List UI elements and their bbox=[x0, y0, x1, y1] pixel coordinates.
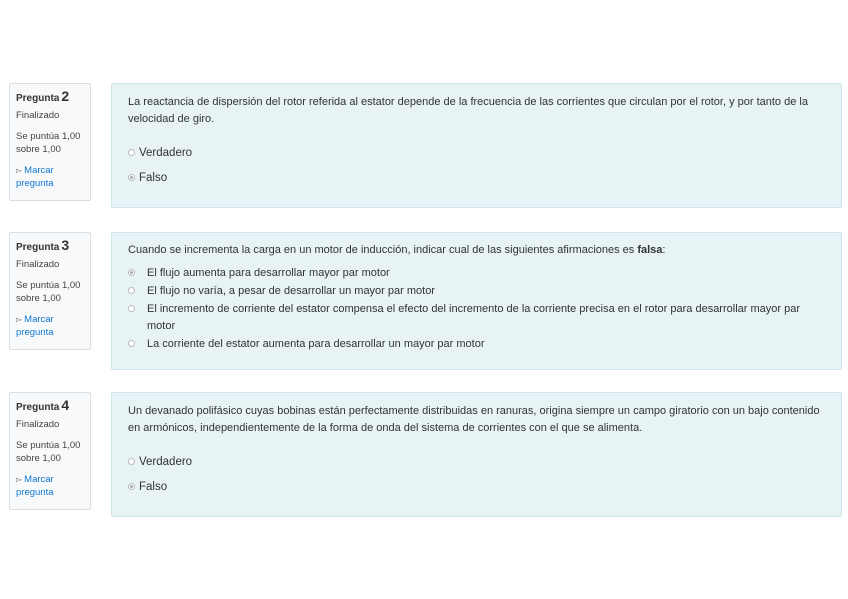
question-content bbox=[111, 392, 842, 517]
question-title: Pregunta 4 bbox=[16, 397, 70, 413]
flag-icon: ▻ bbox=[16, 475, 23, 484]
flag-question-link[interactable]: ▻ Marcar pregunta bbox=[16, 314, 54, 338]
option-c[interactable]: El incremento de corriente del estator compensa el efecto del incremento de la corriente precisa en el rotor para desarrollar mayor par motor bbox=[128, 301, 825, 335]
question-info bbox=[9, 83, 91, 201]
flag-question-link[interactable]: ▻ Marcar pregunta bbox=[16, 165, 54, 189]
question-number: 4 bbox=[61, 397, 70, 413]
question-text: Cuando se incrementa la carga en un motor de inducción, indicar cual de las siguientes afirmaciones es falsa: bbox=[128, 244, 666, 256]
question-info bbox=[9, 392, 91, 510]
radio-false[interactable] bbox=[128, 483, 135, 490]
radio-d[interactable] bbox=[128, 340, 135, 347]
question-info bbox=[9, 232, 91, 350]
answer-options bbox=[128, 454, 825, 496]
question-content bbox=[111, 83, 842, 208]
question-state: Finalizado bbox=[16, 259, 60, 270]
radio-a[interactable] bbox=[128, 269, 135, 276]
flag-question-link[interactable]: ▻ Marcar pregunta bbox=[16, 474, 54, 498]
radio-true[interactable] bbox=[128, 458, 135, 465]
flag-icon: ▻ bbox=[16, 166, 23, 175]
radio-false[interactable] bbox=[128, 174, 135, 181]
option-d[interactable]: La corriente del estator aumenta para desarrollar un mayor par motor bbox=[128, 336, 825, 353]
question-content bbox=[111, 232, 842, 370]
question-title: Pregunta 2 bbox=[16, 88, 70, 104]
option-a[interactable]: El flujo aumenta para desarrollar mayor par motor bbox=[128, 265, 825, 282]
option-false[interactable]: Falso bbox=[128, 479, 825, 496]
radio-true[interactable] bbox=[128, 149, 135, 156]
radio-c[interactable] bbox=[128, 305, 135, 312]
answer-options bbox=[128, 265, 825, 353]
question-number: 2 bbox=[61, 88, 70, 104]
option-false[interactable]: Falso bbox=[128, 170, 825, 187]
question-state: Finalizado bbox=[16, 110, 60, 121]
option-b[interactable]: El flujo no varía, a pesar de desarrollar un mayor par motor bbox=[128, 283, 825, 300]
question-title: Pregunta 3 bbox=[16, 237, 70, 253]
radio-b[interactable] bbox=[128, 287, 135, 294]
question-number: 3 bbox=[61, 237, 70, 253]
question-grade: Se puntúa 1,00 sobre 1,00 bbox=[16, 280, 81, 304]
answer-options bbox=[128, 145, 825, 187]
question-text: La reactancia de dispersión del rotor referida al estator depende de la frecuencia de las corrientes que circulan por el rotor, y por tanto de la velocidad de giro. bbox=[128, 96, 808, 125]
question-state: Finalizado bbox=[16, 419, 60, 430]
question-grade: Se puntúa 1,00 sobre 1,00 bbox=[16, 131, 81, 155]
flag-icon: ▻ bbox=[16, 315, 23, 324]
option-true[interactable]: Verdadero bbox=[128, 145, 825, 162]
question-grade: Se puntúa 1,00 sobre 1,00 bbox=[16, 440, 81, 464]
question-text: Un devanado polifásico cuyas bobinas están perfectamente distribuidas en ranuras, origina siempre un campo giratorio con un bajo contenido en armónicos, independientemente de la forma de onda del sistema de corrientes con el que se alimenta. bbox=[128, 405, 820, 434]
option-true[interactable]: Verdadero bbox=[128, 454, 825, 471]
